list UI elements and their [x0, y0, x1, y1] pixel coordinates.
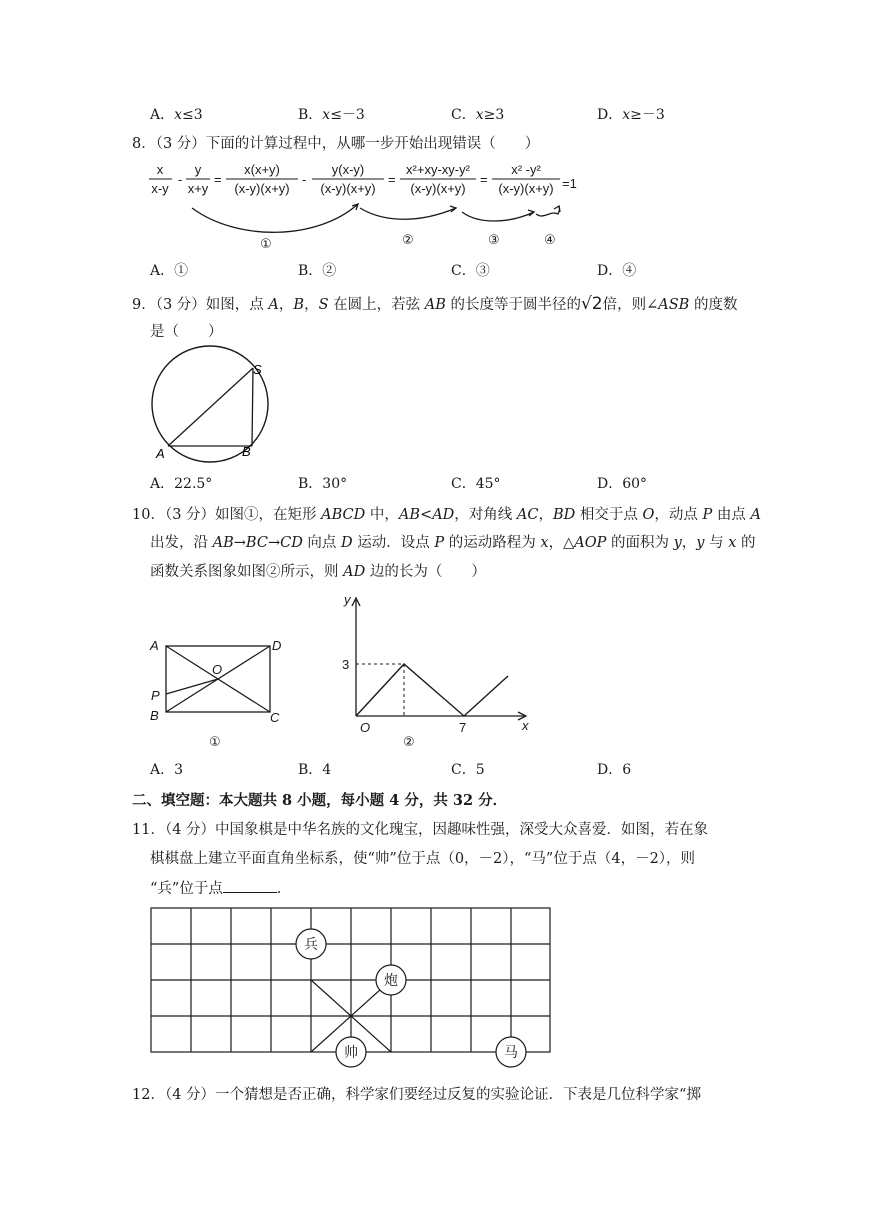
- label-o: O: [212, 662, 223, 677]
- equals-1: =: [214, 172, 222, 187]
- sqrt-two: √2: [580, 294, 603, 314]
- board-grid: [151, 908, 550, 1052]
- frac3-numerator: x(x+y): [244, 162, 280, 177]
- q8-formula-figure: [148, 162, 577, 256]
- q12-stem-line1: 12．（4 分）一个猜想是否正确，科学家们要经过反复的实验论证．下表是几位科学家“掷: [132, 1087, 701, 1103]
- equals-2: =: [388, 172, 396, 187]
- q10-stem-line2: 出发，沿 AB→BC→CD 向点 D 运动．设点 P 的运动路程为 x，△AOP 的面积为 y，y 与 x 的: [150, 535, 756, 551]
- q11-stem-line1: 11．（4 分）中国象棋是中华名族的文化瑰宝，因趣味性强，深受大众喜爱．如图，若在象: [132, 822, 709, 838]
- q10-option-d[interactable]: D．6: [597, 762, 632, 778]
- q11-stem-line2: 棋棋盘上建立平面直角坐标系，使“帅”位于点（0，－2），“马”位于点（4，－2），则: [150, 851, 696, 867]
- q11-stem-line3: “兵”位于点 ．: [150, 878, 291, 899]
- step-label-4: ④: [544, 232, 556, 247]
- q9-stem-line2: 是（ ）: [150, 324, 223, 340]
- piece-pao: [376, 965, 406, 995]
- q8-option-c[interactable]: C．③: [451, 263, 490, 279]
- q10-stem-line3: 函数关系图象如图②所示，则 AD 边的长为（ ）: [150, 564, 486, 580]
- svg-text:马: 马: [504, 1044, 518, 1060]
- segment-po: [166, 679, 218, 694]
- label-a: A: [150, 638, 159, 653]
- section-heading: 二、填空题：本大题共 8 小题，每小题 4 分，共 32 分．: [132, 792, 508, 809]
- minus-1: -: [178, 172, 183, 187]
- svg-text:帅: 帅: [344, 1044, 358, 1060]
- q9-option-a[interactable]: A．22.5°: [150, 476, 213, 492]
- q10-option-b[interactable]: B．4: [298, 762, 332, 778]
- svg-text:兵: 兵: [304, 936, 318, 952]
- q9-option-c[interactable]: C．45°: [451, 476, 501, 492]
- caption-2: ②: [403, 734, 415, 749]
- q7-option-b[interactable]: B．x≤－3: [298, 107, 365, 123]
- step-label-3: ③: [488, 232, 500, 247]
- x-tick-label: 7: [459, 720, 467, 735]
- frac2-numerator: y: [194, 162, 202, 177]
- frac5-numerator: x²+xy-xy-y²: [406, 162, 470, 177]
- label-s: S: [253, 362, 262, 377]
- q10-option-c[interactable]: C．5: [451, 762, 485, 778]
- result-one: =1: [562, 176, 577, 191]
- q7-option-c[interactable]: C．x≥3: [451, 107, 505, 123]
- y-axis-label: y: [344, 592, 351, 607]
- arrow-step-3: [462, 212, 534, 221]
- caption-1: ①: [209, 734, 221, 749]
- q10-rectangle-figure: [146, 632, 292, 752]
- frac6-denominator: (x-y)(x+y): [498, 181, 554, 196]
- q7-option-d[interactable]: D．x≥－3: [597, 107, 665, 123]
- q9-circle-figure: [148, 348, 273, 463]
- equals-3: =: [480, 172, 488, 187]
- piece-shuai: [336, 1037, 366, 1067]
- q10-graph-figure: [336, 590, 536, 754]
- frac1-numerator: x: [156, 162, 164, 177]
- origin-label: O: [360, 720, 371, 735]
- chess-board-figure: [150, 906, 554, 1066]
- label-p: P: [151, 688, 160, 703]
- q10-stem-line1: 10．（3 分）如图①，在矩形 ABCD 中，AB<AD，对角线 AC，BD 相交于点 O，动点 P 由点 A: [132, 507, 761, 523]
- segment-as: [168, 368, 253, 446]
- step-label-1: ①: [260, 236, 272, 251]
- piece-bing: [296, 929, 326, 959]
- q8-option-a[interactable]: A．①: [150, 263, 189, 279]
- frac4-numerator: y(x-y): [331, 162, 365, 177]
- q8-option-d[interactable]: D．④: [597, 263, 637, 279]
- q9-option-b[interactable]: B．30°: [298, 476, 348, 492]
- frac1-denominator: x-y: [151, 181, 169, 196]
- frac5-denominator: (x-y)(x+y): [410, 181, 466, 196]
- function-graph: [356, 664, 508, 716]
- q9-option-d[interactable]: D．60°: [597, 476, 648, 492]
- frac3-denominator: (x-y)(x+y): [234, 181, 290, 196]
- arrow-step-2: [360, 208, 456, 219]
- y-tick-label: 3: [342, 657, 350, 672]
- frac4-denominator: (x-y)(x+y): [320, 181, 376, 196]
- q10-option-a[interactable]: A．3: [150, 762, 184, 778]
- piece-ma: [496, 1037, 526, 1067]
- q8-stem: 8．（3 分）下面的计算过程中，从哪一步开始出现错误（ ）: [132, 136, 540, 152]
- frac2-denominator: x+y: [187, 181, 209, 196]
- label-a: A: [156, 446, 165, 461]
- q8-option-b[interactable]: B．②: [298, 263, 337, 279]
- q7-option-a[interactable]: A．x≤3: [150, 107, 203, 123]
- frac6-numerator: x² -y²: [511, 162, 541, 177]
- svg-text:炮: 炮: [384, 972, 398, 988]
- label-b: B: [242, 444, 251, 459]
- step-label-2: ②: [402, 232, 414, 247]
- label-c: C: [270, 710, 280, 725]
- answer-blank[interactable]: [223, 878, 277, 893]
- segment-bs: [252, 368, 253, 446]
- arrow-step-1: [192, 204, 358, 232]
- label-b: B: [150, 708, 159, 723]
- minus-2: -: [302, 172, 307, 187]
- x-axis-label: x: [522, 718, 529, 733]
- label-d: D: [272, 638, 282, 653]
- q9-stem-line1: 9．（3 分）如图，点 A，B，S 在圆上，若弦 AB 的长度等于圆半径的√2倍，则∠ASB 的度数: [132, 294, 738, 314]
